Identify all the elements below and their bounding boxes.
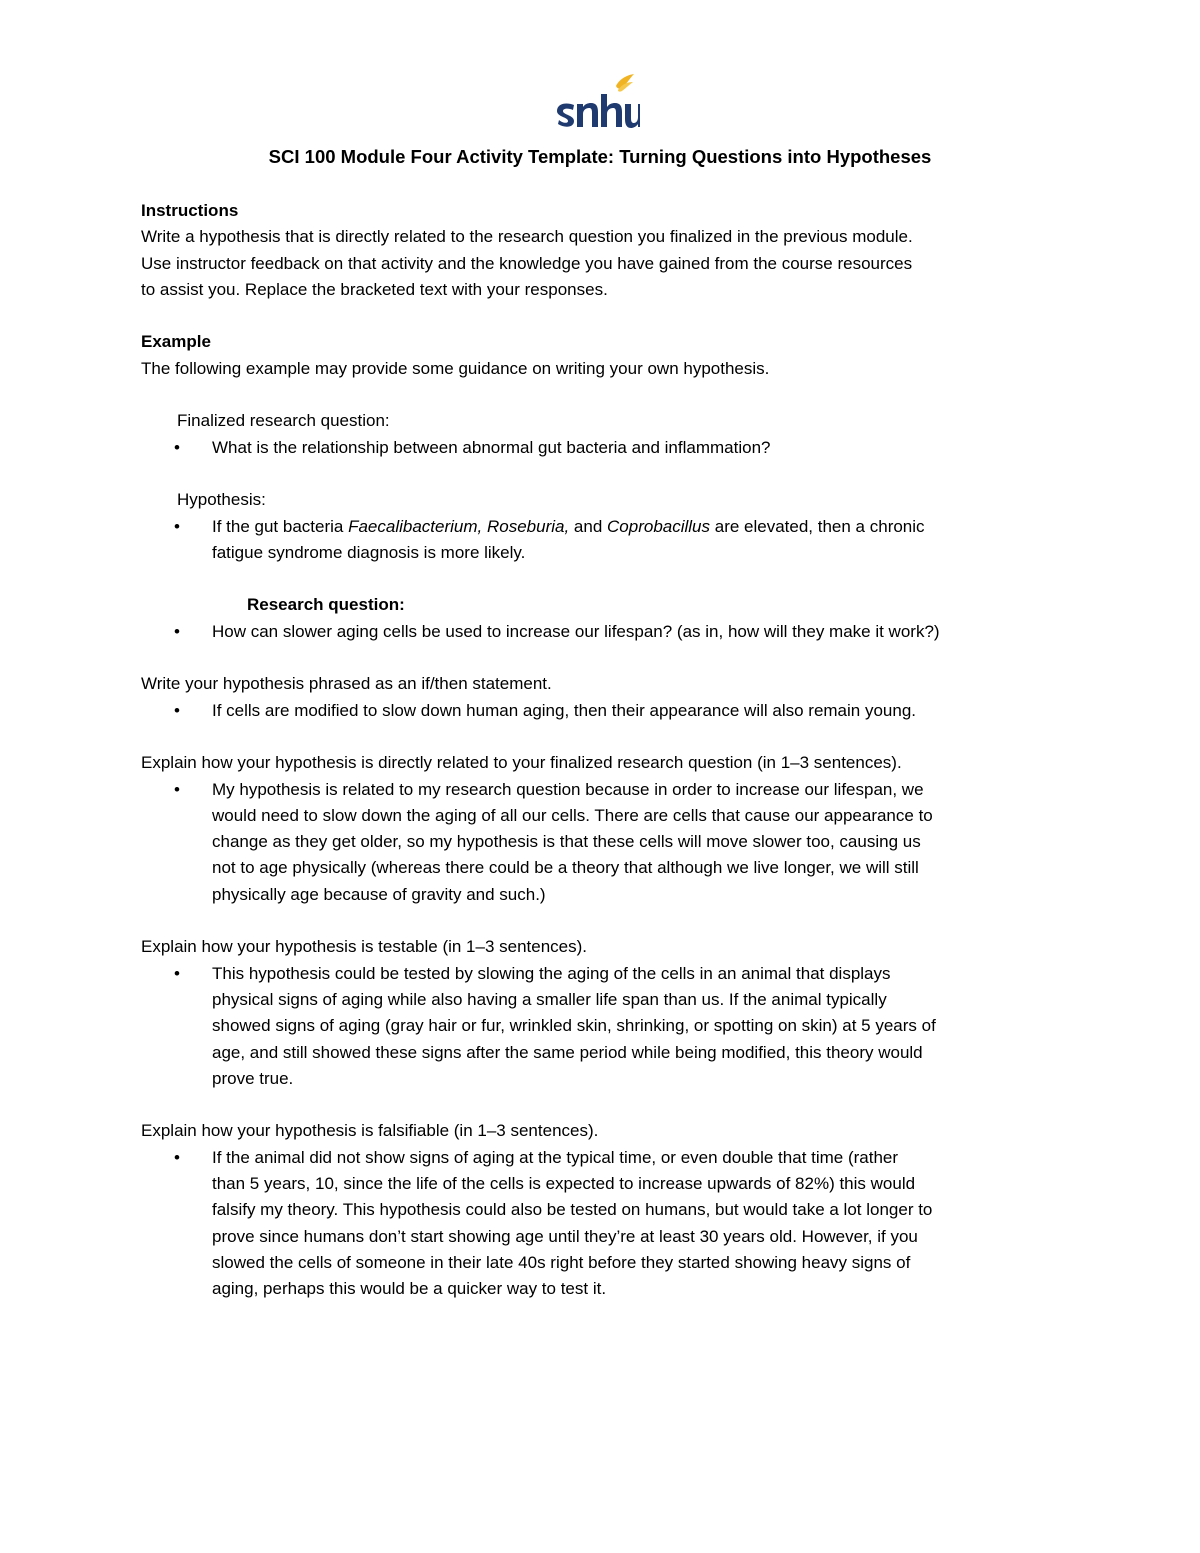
- list-item: [141, 514, 1071, 567]
- list-item: [141, 1145, 1071, 1303]
- instructions-heading: Instructions: [141, 201, 239, 220]
- falsifiable-answer-line: aging, perhaps this would be a quicker way to test it.: [212, 1279, 607, 1299]
- relation-answer-line: would need to slow down the aging of all our cells. There are cells that cause our appearance to: [212, 805, 933, 825]
- example-hypothesis-line: If the gut bacteria Faecalibacterium, Roseburia, and Coprobacillus are elevated, then a chronic: [212, 516, 925, 536]
- testable-answer-line: age, and still showed these signs after the same period while being modified, this theory would: [212, 1042, 923, 1062]
- bullet-icon: •: [174, 963, 180, 983]
- falsifiable-answer-line: falsify my theory. This hypothesis could also be tested on humans, but would take a lot longer to: [212, 1200, 933, 1220]
- instructions-line: to assist you. Replace the bracketed text with your responses.: [141, 279, 608, 299]
- testable-answer-line: prove true.: [212, 1068, 294, 1088]
- list-item: [141, 777, 1071, 908]
- list-item: [141, 698, 1071, 724]
- research-question-label: Research question:: [247, 595, 405, 615]
- bullet-icon: •: [174, 516, 180, 536]
- example-question: What is the relationship between abnormal gut bacteria and inflammation?: [212, 437, 771, 457]
- example-intro: The following example may provide some guidance on writing your own hypothesis.: [141, 358, 770, 378]
- testable-answer-line: showed signs of aging (gray hair or fur, wrinkled skin, shrinking, or spotting on skin) at 5 years of: [212, 1016, 936, 1036]
- document-body: [141, 198, 1071, 1302]
- research-question-answer: How can slower aging cells be used to increase our lifespan? (as in, how will they make it work?): [212, 621, 940, 641]
- relation-answer-line: My hypothesis is related to my research question because in order to increase our lifespan, we: [212, 779, 924, 799]
- document-title: SCI 100 Module Four Activity Template: Turning Questions into Hypotheses: [268, 146, 932, 167]
- instructions-line: Use instructor feedback on that activity and the knowledge you have gained from the course resources: [141, 253, 913, 273]
- example-question-label: Finalized research question:: [177, 411, 390, 431]
- testable-answer-line: physical signs of aging while also having a smaller life span than us. If the animal typically: [212, 989, 887, 1009]
- falsifiable-answer-line: prove since humans don’t start showing age until they’re at least 30 years old. However, if you: [212, 1226, 918, 1246]
- hypothesis-answer: If cells are modified to slow down human aging, then their appearance will also remain young.: [212, 700, 917, 720]
- instructions-line: Write a hypothesis that is directly related to the research question you finalized in the previous module.: [141, 227, 913, 247]
- relation-prompt: Explain how your hypothesis is directly related to your finalized research question (in 1–3 sentences).: [141, 753, 902, 773]
- example-hypothesis-line: fatigue syndrome diagnosis is more likely.: [212, 542, 526, 562]
- bullet-icon: •: [174, 700, 180, 720]
- relation-answer-line: physically age because of gravity and such.): [212, 884, 546, 904]
- falsifiable-answer-line: slowed the cells of someone in their late 40s right before they started showing heavy signs of: [212, 1252, 911, 1272]
- falsifiable-prompt: Explain how your hypothesis is falsifiable (in 1–3 sentences).: [141, 1121, 599, 1141]
- bullet-icon: •: [174, 437, 180, 457]
- testable-prompt: Explain how your hypothesis is testable (in 1–3 sentences).: [141, 937, 588, 957]
- bullet-icon: •: [174, 621, 180, 641]
- example-heading: Example: [141, 332, 211, 352]
- testable-answer-line: This hypothesis could be tested by slowing the aging of the cells in an animal that displays: [212, 963, 891, 983]
- falsifiable-answer-line: than 5 years, 10, since the life of the cells is expected to increase upwards of 82%) this would: [212, 1173, 916, 1193]
- example-hypothesis-label: Hypothesis:: [177, 490, 266, 510]
- relation-answer-line: not to age physically (whereas there could be a theory that although we live longer, we will still: [212, 858, 919, 878]
- snhu-logo: [554, 72, 640, 132]
- falsifiable-answer-line: If the animal did not show signs of aging at the typical time, or even double that time (rather: [212, 1147, 899, 1167]
- list-item: [141, 619, 1071, 645]
- snhu-logo-graphic: [554, 72, 640, 132]
- list-item: [141, 435, 1071, 461]
- bullet-icon: •: [174, 1147, 180, 1167]
- bullet-icon: •: [174, 779, 180, 799]
- list-item: [141, 961, 1071, 1092]
- relation-answer-line: change as they get older, so my hypothesis is that these cells will move slower too, causing us: [212, 832, 921, 852]
- hypothesis-prompt: Write your hypothesis phrased as an if/then statement.: [141, 674, 552, 694]
